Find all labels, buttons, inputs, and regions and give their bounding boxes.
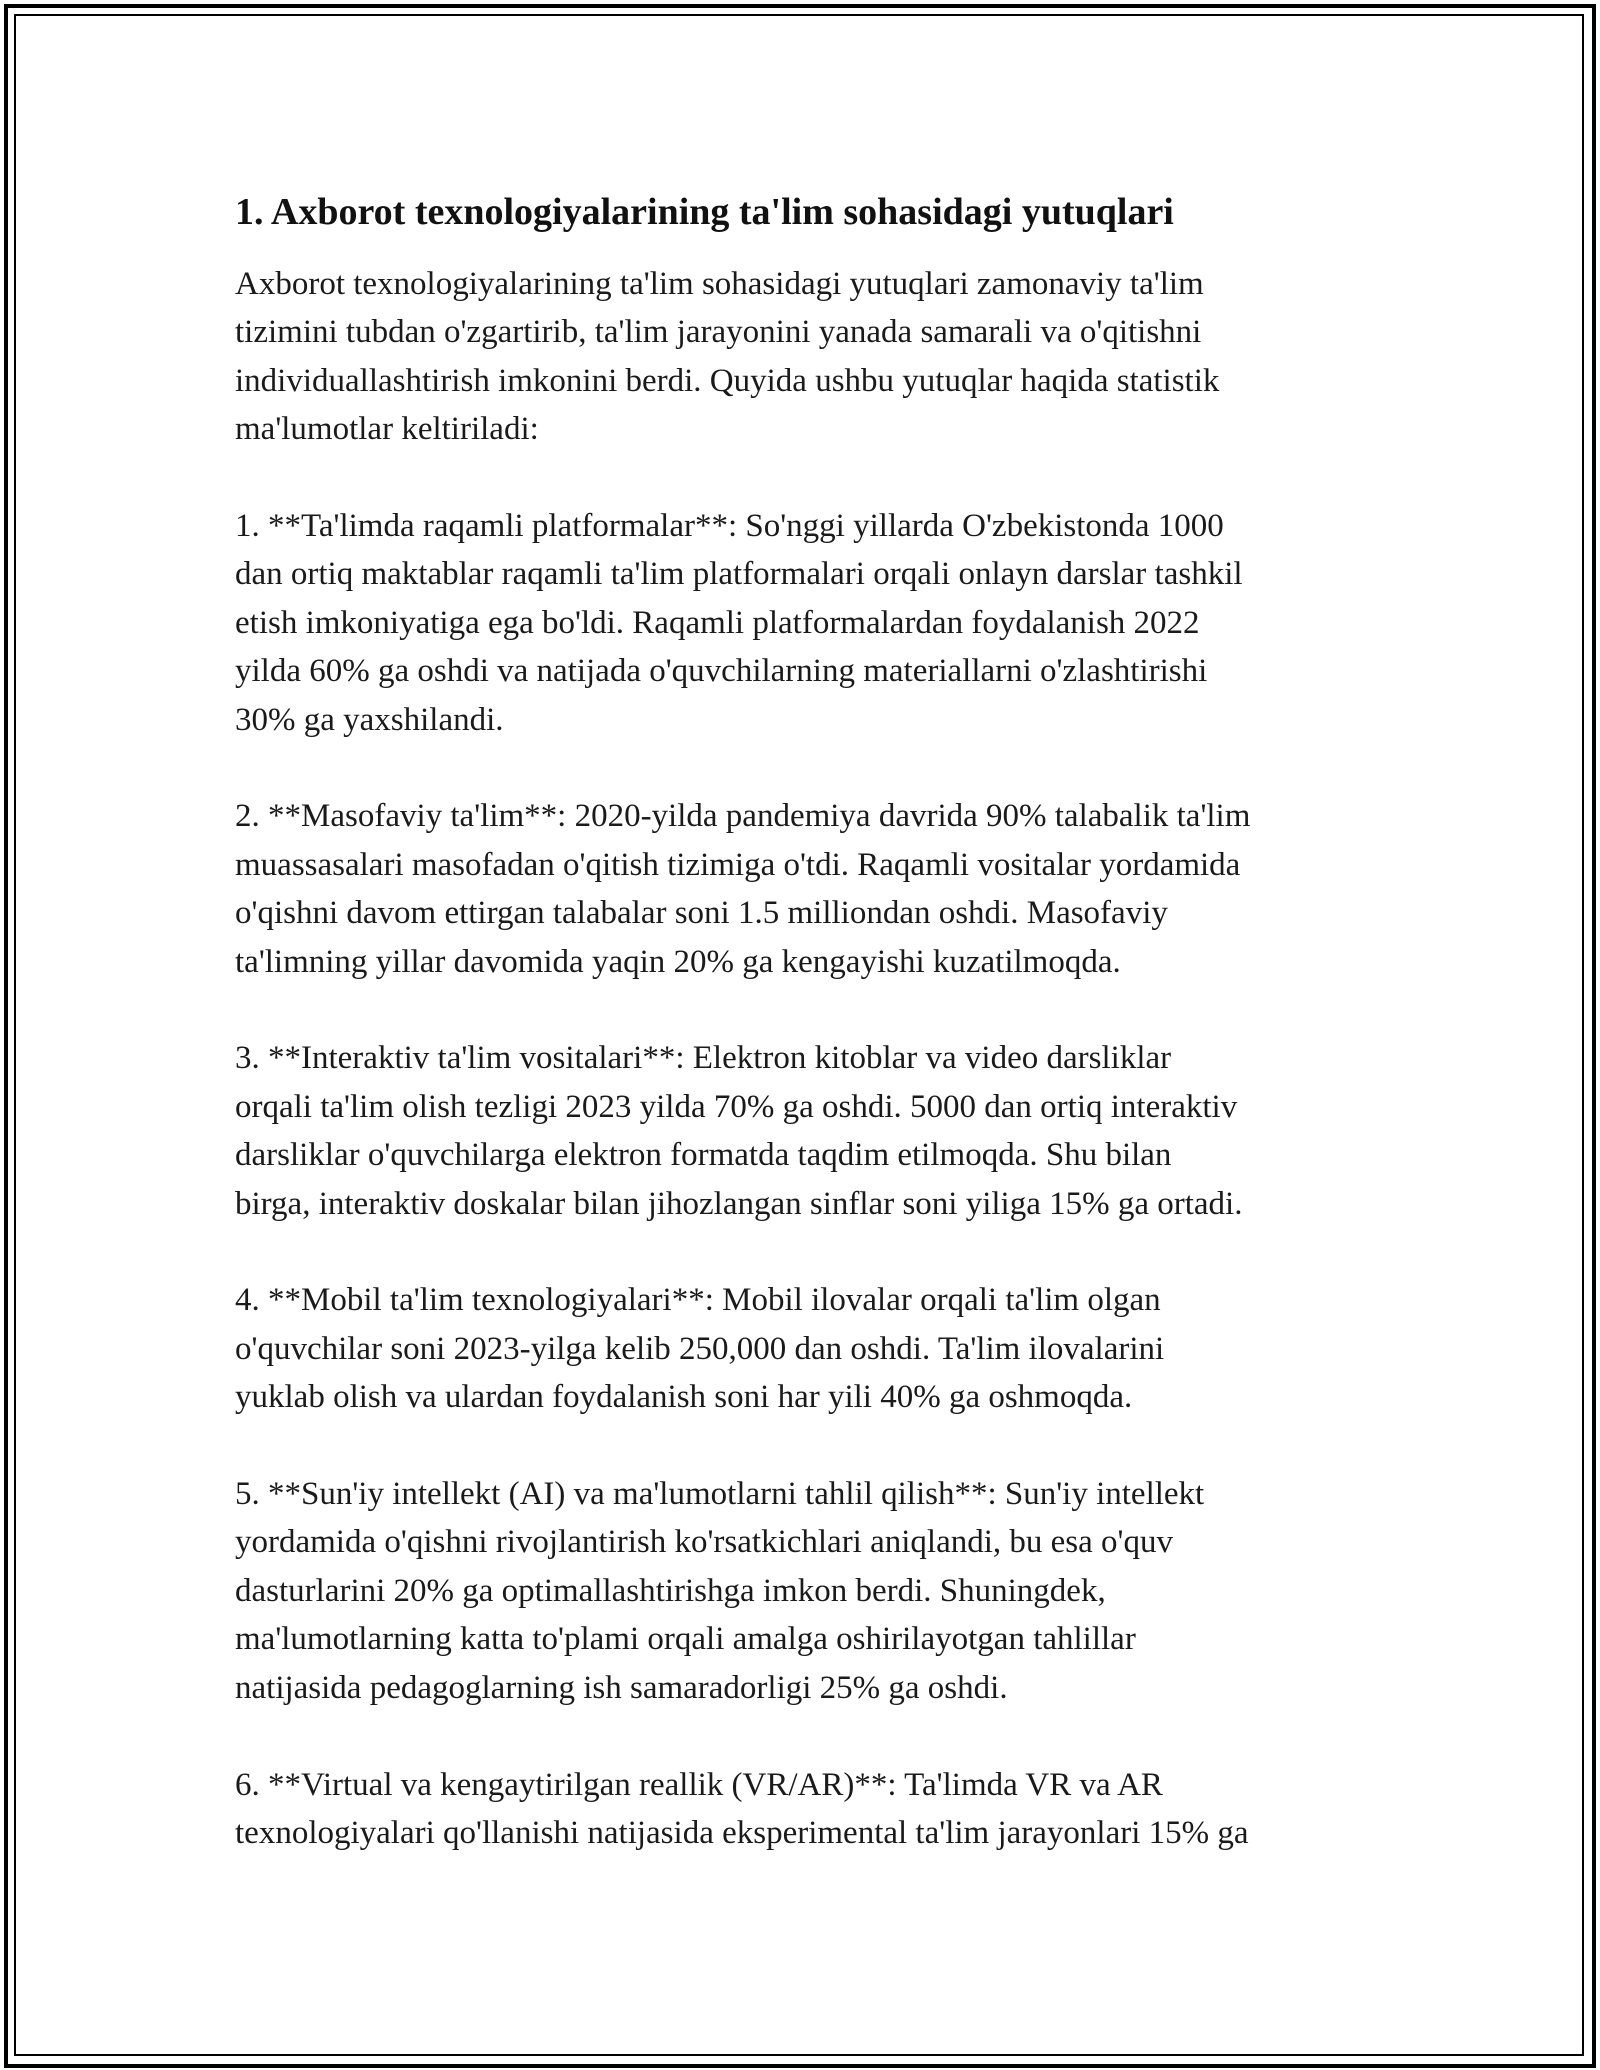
item-digital-platforms [235, 502, 1375, 744]
text-line: ta'limning yillar davomida yaqin 20% ga kengayishi kuzatilmoqda. [235, 943, 1121, 980]
text-line: birga, interaktiv doskalar bilan jihozlangan sinflar soni yiliga 15% ga ortadi. [235, 1185, 1243, 1222]
text-line: darsliklar o'quvchilarga elektron formatda taqdim etilmoqda. Shu bilan [235, 1137, 1172, 1174]
text-line: yilda 60% ga oshdi va natijada o'quvchilarning materiallarni o'zlashtirishi [235, 653, 1208, 690]
text-line: etish imkoniyatiga ega bo'ldi. Raqamli platformalardan foydalanish 2022 [235, 604, 1200, 641]
item-virtual-reality [235, 1761, 1375, 1858]
text-line: yuklab olish va ulardan foydalanish soni har yili 40% ga oshmoqda. [235, 1379, 1133, 1416]
text-line: o'qishni davom ettirgan talabalar soni 1.5 milliondan oshdi. Masofaviy [235, 895, 1168, 932]
section-heading: 1. Axborot texnologiyalarining ta'lim sohasidagi yutuqlari [235, 191, 1174, 233]
text-line: ma'lumotlarning katta to'plami orqali amalga oshirilayotgan tahlillar [235, 1621, 1136, 1658]
intro-paragraph [235, 260, 1375, 454]
text-line: Axborot texnologiyalarining ta'lim sohasidagi yutuqlari zamonaviy ta'lim [235, 266, 1204, 302]
text-line: natijasida pedagoglarning ish samaradorligi 25% ga oshdi. [235, 1669, 1008, 1706]
text-line: yordamida o'qishni rivojlantirish ko'rsatkichlari aniqlandi, bu esa o'quv [235, 1524, 1173, 1561]
text-line: orqali ta'lim olish tezligi 2023 yilda 70% ga oshdi. 5000 dan ortiq interaktiv [235, 1088, 1238, 1125]
item-mobile-learning [235, 1276, 1375, 1421]
text-line: 5. **Sun'iy intellekt (AI) va ma'lumotlarni tahlil qilish**: Sun'iy intellekt [235, 1476, 1205, 1513]
text-line: tizimini tubdan o'zgartirib, ta'lim jarayonini yanada samarali va o'qitishni [235, 314, 1202, 351]
item-interactive-tools [235, 1034, 1375, 1228]
text-line: dasturlarini 20% ga optimallashtirishga imkon berdi. Shuningdek, [235, 1572, 1106, 1609]
item-artificial-intelligence [235, 1470, 1375, 1712]
text-line: texnologiyalari qo'llanishi natijasida eksperimental ta'lim jarayonlari 15% ga [235, 1814, 1249, 1851]
text-line: o'quvchilar soni 2023-yilga kelib 250,000 dan oshdi. Ta'lim ilovalarini [235, 1330, 1165, 1367]
text-line: 2. **Masofaviy ta'lim**: 2020-yilda pandemiya davrida 90% talabalik ta'lim [235, 798, 1251, 835]
text-line: individuallashtirish imkonini berdi. Quyida ushbu yutuqlar haqida statistik [235, 362, 1220, 399]
text-line: 6. **Virtual va kengaytirilgan reallik (VR/AR)**: Ta'limda VR va AR [235, 1766, 1163, 1803]
text-line: muassasalari masofadan o'qitish tizimiga o'tdi. Raqamli vositalar yordamida [235, 846, 1241, 883]
text-line: ma'lumotlar keltiriladi: [235, 411, 539, 448]
text-line: 3. **Interaktiv ta'lim vositalari**: Elektron kitoblar va video darsliklar [235, 1040, 1172, 1077]
text-line: dan ortiq maktablar raqamli ta'lim platformalari orqali onlayn darslar tashkil [235, 556, 1243, 593]
document-body [235, 186, 1375, 1906]
text-line: 1. **Ta'limda raqamli platformalar**: So'nggi yillarda O'zbekistonda 1000 [235, 508, 1224, 545]
item-distance-learning [235, 792, 1375, 986]
text-line: 4. **Mobil ta'lim texnologiyalari**: Mobil ilovalar orqali ta'lim olgan [235, 1282, 1161, 1319]
text-line: 30% ga yaxshilandi. [235, 701, 504, 738]
